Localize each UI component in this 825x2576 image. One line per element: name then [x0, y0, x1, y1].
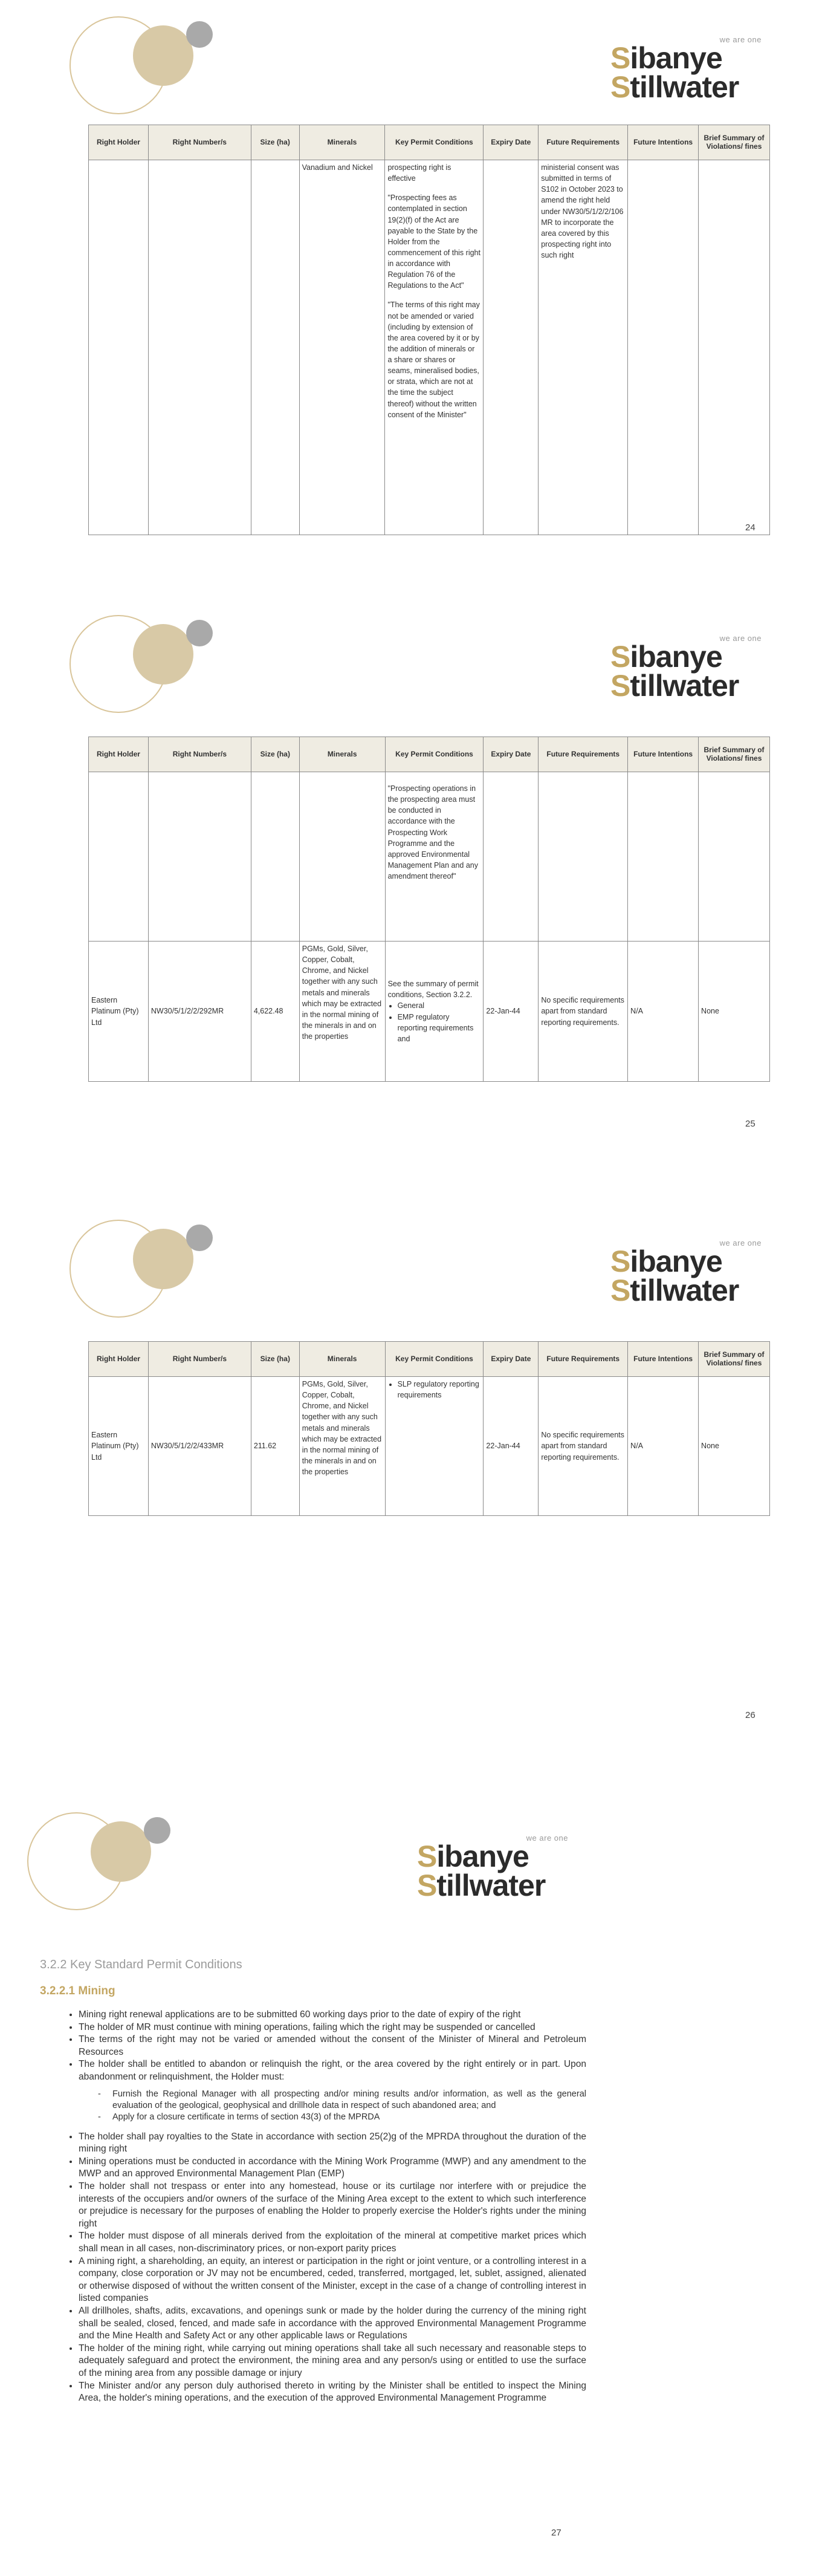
conditions-list	[52, 2009, 586, 2405]
cell-minerals: Vanadium and Nickel	[299, 160, 385, 535]
list-item: • A mining right, a shareholding, an equity, an interest or participation in the right or joint venture, or a controlling interest in a company, close corporation or JV may not be encumbered, ceded, transferred, mortgaged, let, sublet, assigned, alienated or otherwise disposed of without the written consent of the Minister, except in the case of a change of controlling interest in listed companies	[79, 2256, 586, 2305]
logo-tagline: we are one	[719, 35, 762, 44]
cell-future-intentions: N/A	[628, 1377, 699, 1516]
header-violations: Brief Summary of Violations/ fines	[699, 737, 770, 772]
header-minerals: Minerals	[299, 737, 385, 772]
cell-right-holder	[89, 772, 149, 942]
cell-size: 4,622.48	[251, 942, 299, 1082]
cell-violations: None	[699, 942, 770, 1082]
section-title: 3.2.2 Key Standard Permit Conditions	[40, 1958, 242, 1971]
cell-conditions	[385, 1377, 484, 1516]
cell-right-number	[148, 772, 251, 942]
company-logo: we are one Sibanye Stillwater	[417, 1833, 568, 1902]
page-27	[0, 1802, 825, 2576]
header-future-intentions: Future Intentions	[628, 1342, 699, 1377]
cell-right-number: NW30/5/1/2/2/433MR	[148, 1377, 251, 1516]
cell-violations	[699, 772, 770, 942]
header-size: Size (ha)	[251, 737, 299, 772]
table-row	[89, 772, 770, 942]
header-size: Size (ha)	[251, 1342, 299, 1377]
condition-item: • General	[398, 1000, 481, 1011]
list-item: • Mining right renewal applications are to be submitted 60 working days prior to the date of expiry of the right	[79, 2009, 586, 2021]
logo-tagline: we are one	[526, 1833, 568, 1843]
header-future-requirements: Future Requirements	[539, 737, 628, 772]
condition-item: • SLP regulatory reporting requirements	[398, 1379, 481, 1400]
page-number: 26	[745, 1710, 755, 1720]
cell-right-number	[148, 160, 251, 535]
decorative-circles-icon	[66, 611, 224, 720]
header-key-permit-conditions: Key Permit Conditions	[385, 737, 484, 772]
cell-size	[251, 160, 299, 535]
header-future-intentions: Future Intentions	[628, 125, 699, 160]
header-key-permit-conditions: Key Permit Conditions	[385, 125, 484, 160]
cell-expiry: 22-Jan-44	[484, 942, 539, 1082]
header-expiry-date: Expiry Date	[484, 1342, 539, 1377]
cell-size	[251, 772, 299, 942]
cell-right-holder	[89, 160, 149, 535]
decorative-circles-icon	[66, 12, 224, 121]
cell-conditions: See the summary of permit conditions, Section 3.2.2. • General • EMP regulatory reporting requirements and	[385, 942, 484, 1082]
header-future-requirements: Future Requirements	[539, 125, 628, 160]
cell-minerals	[299, 772, 385, 942]
cell-right-holder: Eastern Platinum (Pty) Ltd	[89, 942, 149, 1082]
cell-expiry	[484, 772, 539, 942]
list-item: • The terms of the right may not be varied or amended without the consent of the Minister of Mineral and Petroleum Resources	[79, 2034, 586, 2058]
decorative-circles-icon	[24, 1808, 181, 1917]
cell-right-holder: Eastern Platinum (Pty) Ltd	[89, 1377, 149, 1516]
cell-future-intentions	[628, 772, 699, 942]
subsection-title: 3.2.2.1 Mining	[40, 1985, 115, 1997]
table-row	[89, 942, 770, 1082]
page-26	[0, 1209, 825, 1802]
cell-expiry: 22-Jan-44	[484, 1377, 539, 1516]
page-24	[0, 0, 825, 605]
table-row	[89, 160, 770, 535]
header-right-holder: Right Holder	[89, 737, 149, 772]
company-logo: we are one Sibanye Stillwater	[610, 35, 762, 104]
company-logo: we are one Sibanye Stillwater	[610, 1238, 762, 1307]
list-item: • The holder must dispose of all minerals derived from the exploitation of the mineral at competitive market prices which shall mean in all cases, non-discriminatory prices, or non-export parity prices	[79, 2230, 586, 2255]
sub-list-item: - Apply for a closure certificate in terms of section 43(3) of the MPRDA	[98, 2112, 586, 2123]
cell-violations	[699, 160, 770, 535]
header-violations: Brief Summary of Violations/ fines	[699, 125, 770, 160]
header-future-requirements: Future Requirements	[539, 1342, 628, 1377]
cell-future-requirements: ministerial consent was submitted in terms of S102 in October 2023 to amend the right held under NW30/5/1/2/2/106 MR to incorporate the area covered by this prospecting right into such right	[539, 160, 628, 535]
list-item: • Mining operations must be conducted in accordance with the Mining Work Programme (MWP) and any amendment to the MWP and an approved Environmental Management Plan (EMP)	[79, 2156, 586, 2181]
header-right-holder: Right Holder	[89, 1342, 149, 1377]
table-row	[89, 1377, 770, 1516]
list-item: • The Minister and/or any person duly authorised thereto in writing by the Minister shall be entitled to inspect the Mining Area, the holder's mining operations, and the execution of the approved Environmental Management Programme	[79, 2380, 586, 2405]
header-right-number: Right Number/s	[148, 1342, 251, 1377]
cell-size: 211.62	[251, 1377, 299, 1516]
cell-future-intentions: N/A	[628, 942, 699, 1082]
header-right-holder: Right Holder	[89, 125, 149, 160]
header-size: Size (ha)	[251, 125, 299, 160]
header-right-number: Right Number/s	[148, 737, 251, 772]
cell-future-requirements: No specific requirements apart from standard reporting requirements.	[539, 1377, 628, 1516]
page-number: 27	[551, 2528, 561, 2538]
cell-conditions: "Prospecting operations in the prospecting area must be conducted in accordance with the Prospecting Work Programme and the approved Environmental Management Plan and any amendment thereof"	[385, 772, 484, 942]
sub-conditions-list	[79, 2089, 586, 2124]
cell-conditions: prospecting right is effective "Prospecting fees as contemplated in section 19(2)(f) of the Act are payable to the State by the Holder from the commencement of this right in accordance with Regulation 76 of the Regulations to the Act" "The terms of this right may not be amended or varied (including by extension of the area covered by it or by the addition of minerals or a share or shares or seams, mineralised bodies, or strata, which are not at the time the subject thereof) without the written consent of the Minister"	[385, 160, 484, 535]
header-minerals: Minerals	[299, 1342, 385, 1377]
list-item: • The holder shall be entitled to abandon or relinquish the right, or the area covered by the right entirely or in part. Upon abandonment or relinquishment, the Holder must:	[79, 2058, 586, 2083]
page-number: 24	[745, 522, 755, 533]
logo-tagline: we are one	[719, 1238, 762, 1247]
cell-right-number: NW30/5/1/2/2/292MR	[148, 942, 251, 1082]
header-expiry-date: Expiry Date	[484, 737, 539, 772]
list-item: • All drillholes, shafts, adits, excavations, and openings sunk or made by the holder during the currency of the mining right shall be sealed, closed, fenced, and made safe in accordance with the approved Environmental Management Programme and the Mine Health and Safety Act or any other applicable laws or Regulations	[79, 2305, 586, 2343]
logo-tagline: we are one	[719, 634, 762, 643]
list-item: • The holder of the mining right, while carrying out mining operations shall take all such necessary and reasonable steps to adequately safeguard and protect the environment, the mining area and any person/s using or entitled to use the surface of the mining area from any possible damage or injury	[79, 2343, 586, 2380]
permits-table-p25	[88, 737, 770, 1082]
page-number: 25	[745, 1119, 755, 1129]
cell-future-requirements: No specific requirements apart from standard reporting requirements.	[539, 942, 628, 1082]
permits-table-p26	[88, 1341, 770, 1516]
header-future-intentions: Future Intentions	[628, 737, 699, 772]
list-item: • The holder shall pay royalties to the State in accordance with section 25(2)g of the MPRDA throughout the duration of the mining right	[79, 2131, 586, 2156]
header-expiry-date: Expiry Date	[484, 125, 539, 160]
cell-future-intentions	[628, 160, 699, 535]
company-logo: we are one Sibanye Stillwater	[610, 634, 762, 703]
header-right-number: Right Number/s	[148, 125, 251, 160]
header-violations: Brief Summary of Violations/ fines	[699, 1342, 770, 1377]
permits-table-p24	[88, 125, 770, 535]
page-25	[0, 605, 825, 1209]
header-minerals: Minerals	[299, 125, 385, 160]
decorative-circles-icon	[66, 1215, 224, 1324]
cell-violations: None	[699, 1377, 770, 1516]
cell-future-requirements	[539, 772, 628, 942]
list-item: • The holder of MR must continue with mining operations, failing which the right may be suspended or cancelled	[79, 2021, 586, 2034]
list-item: • The holder shall not trespass or enter into any homestead, house or its curtilage nor interfere with or prejudice the interests of the occupiers and/or owners of the surface of the Mining Area except to the extent to which such interference or prejudice is necessary for the purposes of enabling the Holder to properly exercise the Holder's rights under the mining right	[79, 2181, 586, 2230]
sub-list-item: - Furnish the Regional Manager with all prospecting and/or mining results and/or information, as well as the general evaluation of the geological, geophysical and drillhole data in respect of such abandoned area; and	[98, 2089, 586, 2112]
header-key-permit-conditions: Key Permit Conditions	[385, 1342, 484, 1377]
condition-item: • EMP regulatory reporting requirements and	[398, 1012, 481, 1044]
cell-expiry	[484, 160, 539, 535]
cell-minerals: PGMs, Gold, Silver, Copper, Cobalt, Chrome, and Nickel together with any such metals and minerals which may be extracted in the normal mining of the minerals in and on the properties	[299, 942, 385, 1082]
cell-minerals: PGMs, Gold, Silver, Copper, Cobalt, Chrome, and Nickel together with any such metals and minerals which may be extracted in the normal mining of the minerals in and on the properties	[299, 1377, 385, 1516]
